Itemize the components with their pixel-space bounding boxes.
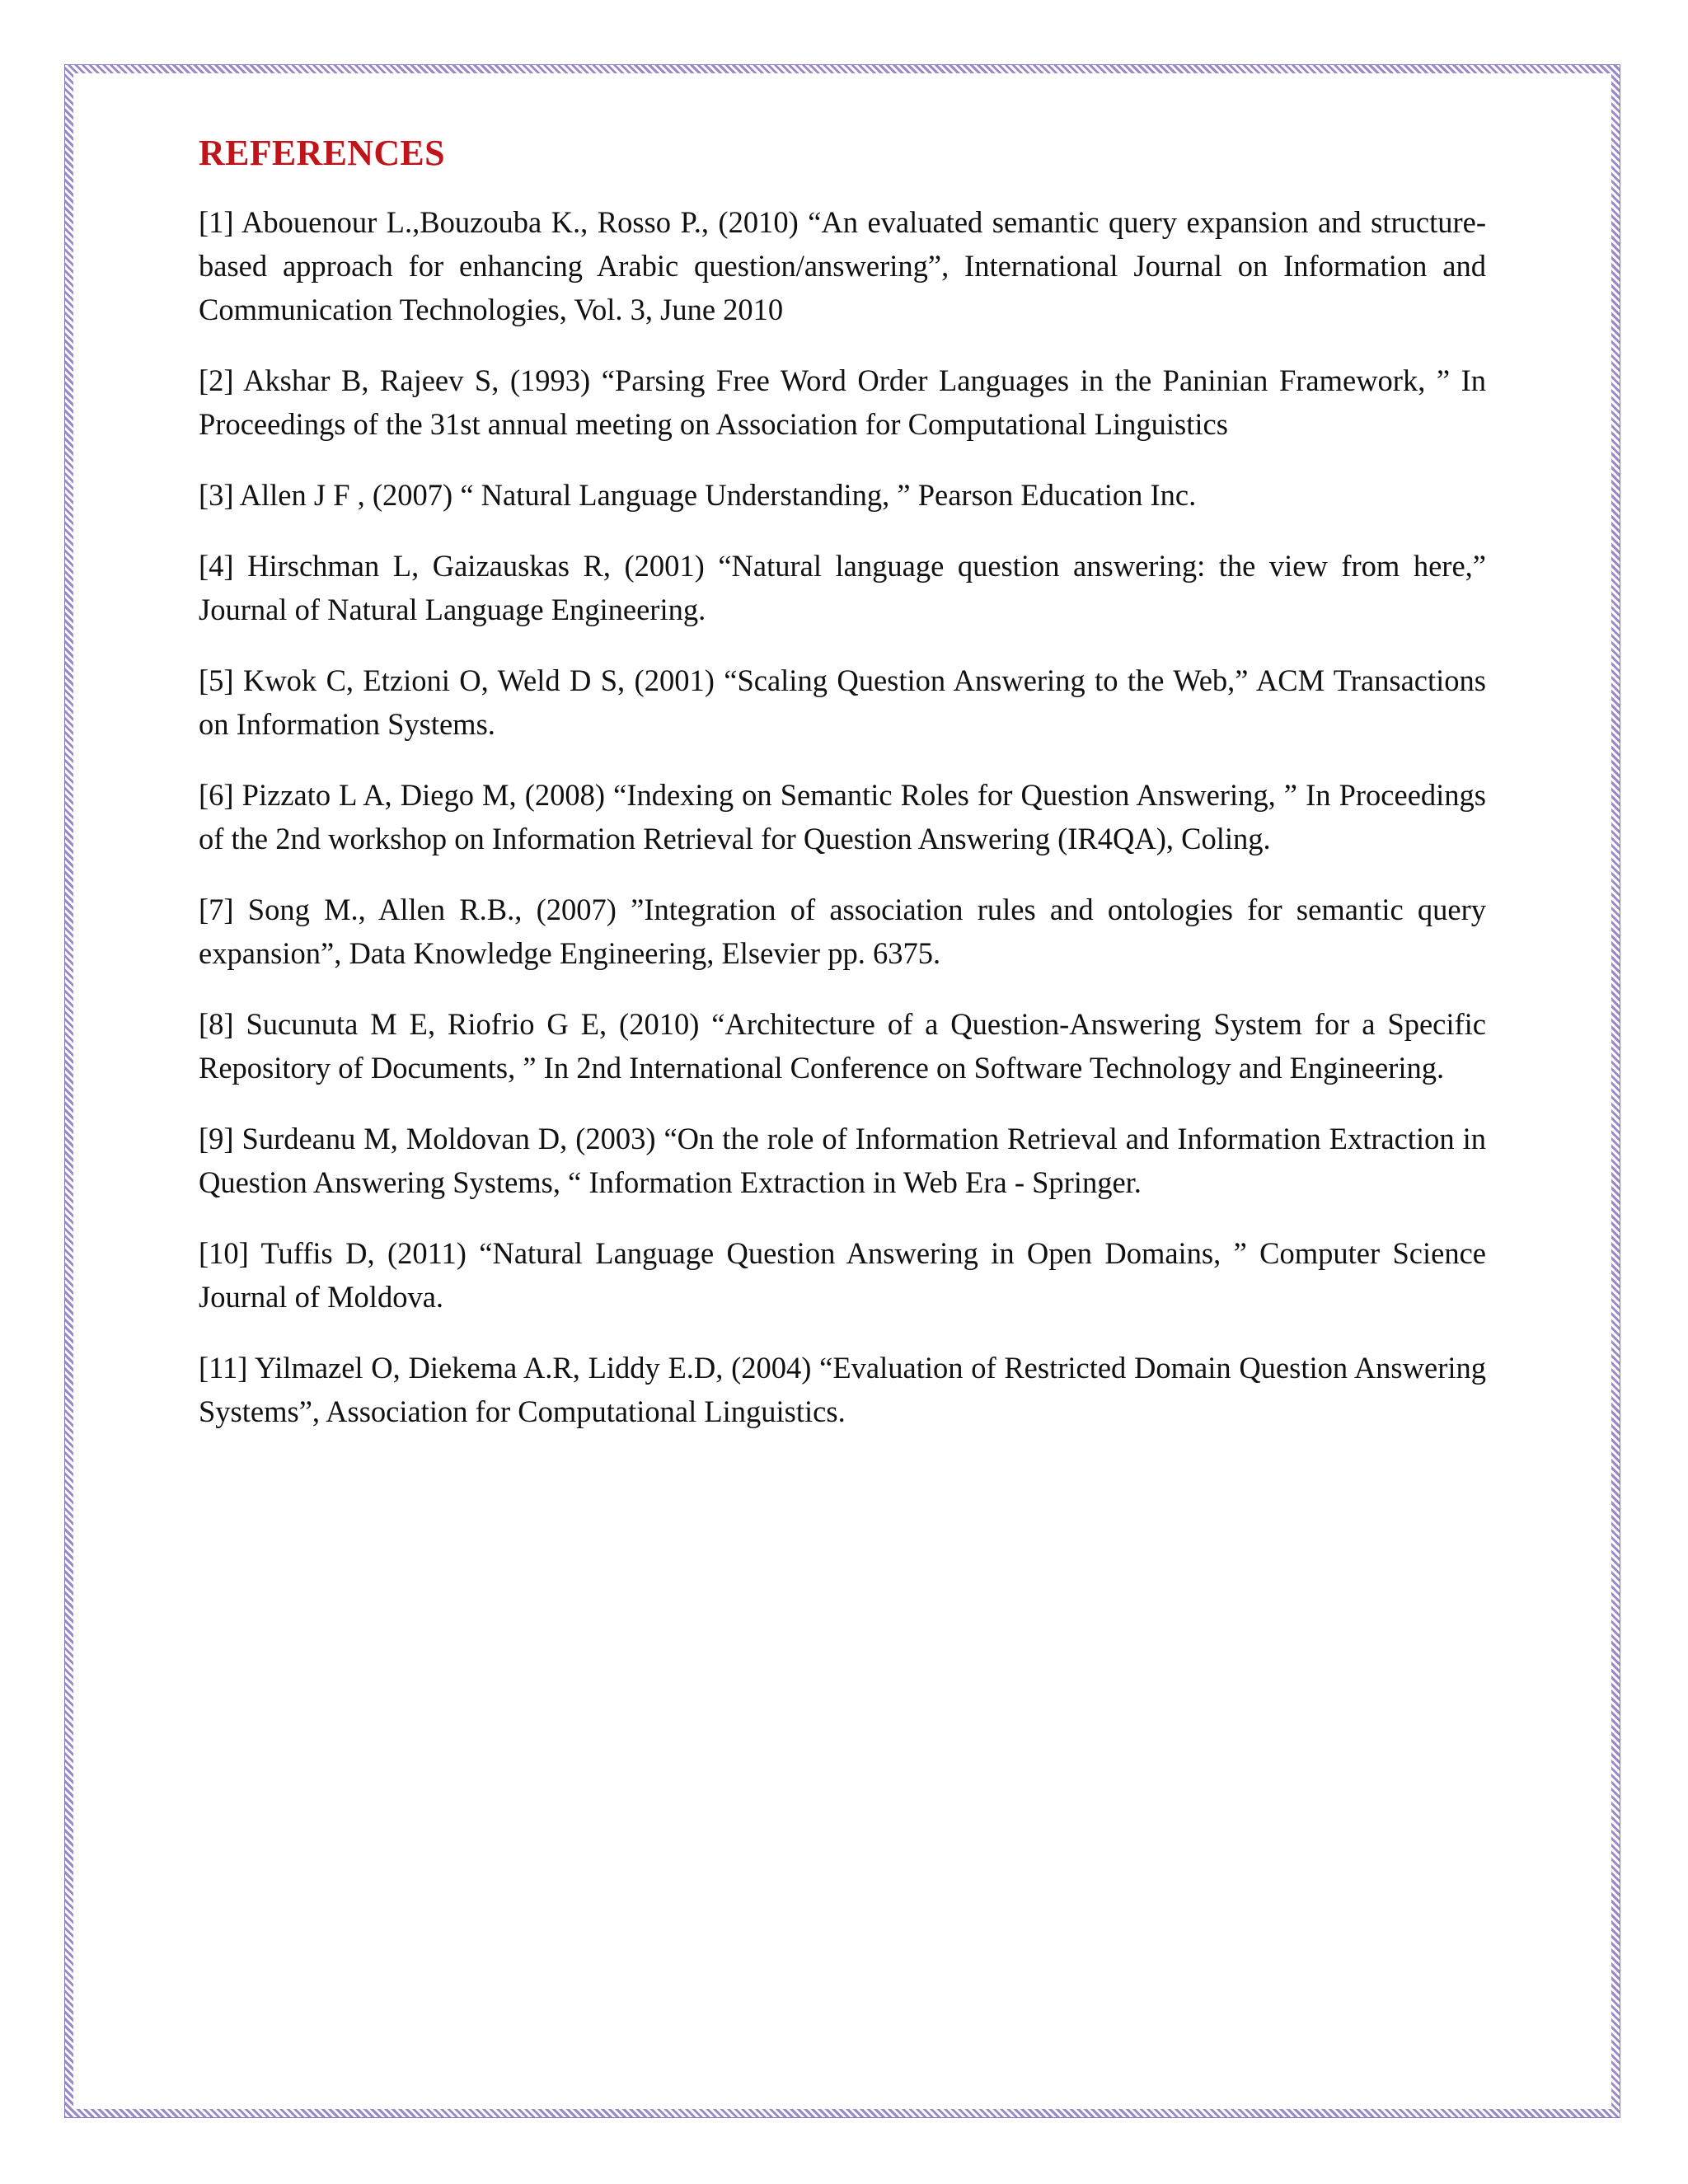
reference-item: [4] Hirschman L, Gaizauskas R, (2001) “Natural language question answering: the view from here,” Journal of Natural Language Engineering. bbox=[199, 549, 1486, 626]
reference-item: [1] Abouenour L.,Bouzouba K., Rosso P., (2010) “An evaluated semantic query expansion and structure-based approach for enhancing Arabic question/answering”, International Journal on Information and Communication Technologies, Vol. 3, June 2010 bbox=[199, 205, 1486, 326]
reference-item: [5] Kwok C, Etzioni O, Weld D S, (2001) “Scaling Question Answering to the Web,” ACM Transactions on Information Systems. bbox=[199, 663, 1486, 741]
reference-item: [7] Song M., Allen R.B., (2007) ”Integration of association rules and ontologies for semantic query expansion”, Data Knowledge Engineering, Elsevier pp. 6375. bbox=[199, 893, 1486, 970]
reference-item: [2] Akshar B, Rajeev S, (1993) “Parsing Free Word Order Languages in the Paninian Framework, ” In Proceedings of the 31st annual meeting on Association for Computational Linguistics bbox=[199, 363, 1486, 441]
page-title: REFERENCES bbox=[199, 133, 445, 173]
reference-item: [10] Tuffis D, (2011) “Natural Language Question Answering in Open Domains, ” Computer Science Journal of Moldova. bbox=[199, 1236, 1486, 1314]
reference-item: [11] Yilmazel O, Diekema A.R, Liddy E.D, (2004) “Evaluation of Restricted Domain Question Answering Systems”, Association for Computational Linguistics. bbox=[199, 1351, 1486, 1428]
reference-item: [9] Surdeanu M, Moldovan D, (2003) “On the role of Information Retrieval and Information Extraction in Question Answering Systems, “ Information Extraction in Web Era - Springer. bbox=[199, 1122, 1486, 1199]
reference-item: [3] Allen J F , (2007) “ Natural Language Understanding, ” Pearson Education Inc. bbox=[199, 478, 1197, 512]
reference-list bbox=[199, 200, 1486, 1433]
reference-item: [6] Pizzato L A, Diego M, (2008) “Indexing on Semantic Roles for Question Answering, ” In Proceedings of the 2nd workshop on Information Retrieval for Question Answering (IR4QA), Coling. bbox=[199, 778, 1486, 855]
document-body bbox=[199, 132, 1486, 1460]
reference-item: [8] Sucunuta M E, Riofrio G E, (2010) “Architecture of a Question-Answering System for a Specific Repository of Documents, ” In 2nd International Conference on Software Technology and Engineering. bbox=[199, 1007, 1486, 1085]
